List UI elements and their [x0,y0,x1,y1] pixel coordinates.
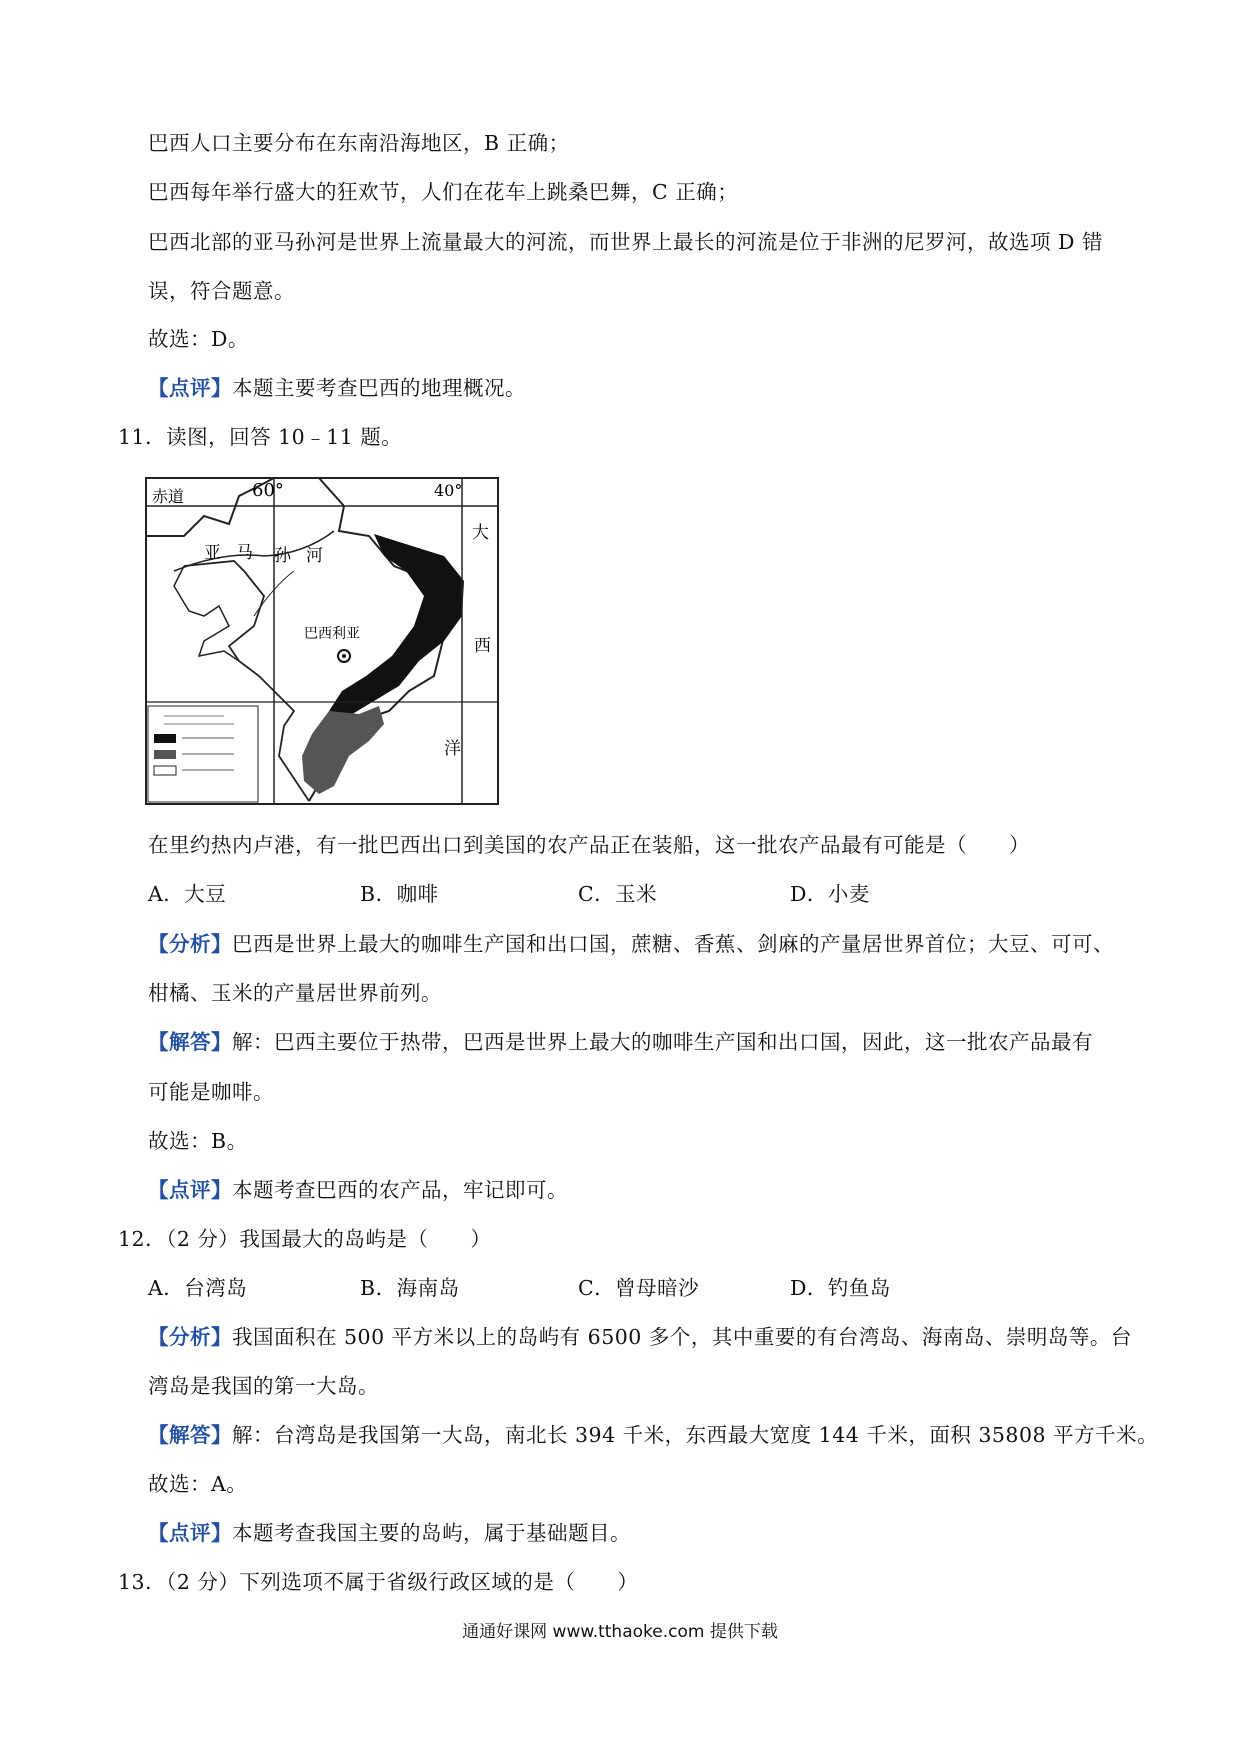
question-11-text: 在里约热内卢港，有一批巴西出口到美国的农产品正在装船，这一批农产品最有可能是（ ） [148,833,1030,857]
choice-line: 故选：A。 [148,1472,248,1496]
answer-tag: 【解答】 [148,1030,232,1054]
river-char: 马 [236,543,253,563]
analysis-text: 巴西是世界上最大的咖啡生产国和出口国，蔗糖、香蕉、剑麻的产量居世界首位；大豆、可可、 [232,932,1114,956]
option-d: D．小麦 [790,882,870,906]
river-char: 亚 [204,543,221,563]
brazil-map [144,476,502,808]
ocean-char: 大 [472,523,489,543]
option-a: A．大豆 [148,882,227,906]
ocean-char: 西 [474,636,491,656]
river-char: 孙 [274,546,291,566]
question-number: 13． [118,1570,167,1594]
answer-line [148,1422,1158,1448]
choice-line: 故选：D。 [148,327,249,351]
comment-text: 本题考查我国主要的岛屿，属于基础题目。 [232,1521,631,1545]
analysis-tag: 【分析】 [148,1325,232,1349]
option-a: A．台湾岛 [148,1276,248,1300]
question-stem: （2 分）下列选项不属于省级行政区域的是（ ） [166,1570,639,1594]
text-line: 误，符合题意。 [148,279,295,303]
option-b: B．咖啡 [360,882,439,906]
comment-tag: 【点评】 [148,376,232,400]
choice-line: 故选：B。 [148,1129,248,1153]
question-11-stem [118,424,402,450]
question-number: 12． [118,1227,167,1251]
comment-line [148,375,526,401]
ocean-char: 洋 [444,739,461,759]
question-stem: 读图，回答 10﹣11 题。 [166,425,403,449]
lon40-label: 40° [434,481,463,500]
comment-text: 本题考查巴西的农产品，牢记即可。 [232,1178,568,1202]
analysis-line [148,931,1114,957]
text-line: 柑橘、玉米的产量居世界前列。 [148,981,442,1005]
capital-label: 巴西利亚 [304,626,360,642]
option-c: C．玉米 [578,882,658,906]
lon60-label: 60° [252,480,284,501]
river-char: 河 [306,546,323,566]
analysis-text: 我国面积在 500 平方米以上的岛屿有 6500 多个，其中重要的有台湾岛、海南岛、崇明岛等。台 [232,1325,1132,1349]
text-line: 湾岛是我国的第一大岛。 [148,1374,379,1398]
question-12-stem [118,1226,491,1252]
option-b: B．海南岛 [360,1276,460,1300]
option-c: C．曾母暗沙 [578,1276,700,1300]
analysis-tag: 【分析】 [148,932,232,956]
comment-line [148,1177,568,1203]
text-line: 巴西每年举行盛大的狂欢节，人们在花车上跳桑巴舞，C 正确； [148,180,739,204]
equator-label: 赤道 [152,487,185,506]
text-line: 可能是咖啡。 [148,1080,274,1104]
analysis-line [148,1324,1132,1350]
answer-text: 解：台湾岛是我国第一大岛，南北长 394 千米，东西最大宽度 144 千米，面积 35808 平方千米。 [232,1423,1159,1447]
comment-tag: 【点评】 [148,1521,232,1545]
question-number: 11． [118,425,167,449]
answer-tag: 【解答】 [148,1423,232,1447]
answer-line [148,1029,1093,1055]
answer-text: 解：巴西主要位于热带，巴西是世界上最大的咖啡生产国和出口国，因此，这一批农产品最有 [232,1030,1093,1054]
question-13-stem [118,1569,638,1595]
question-stem: （2 分）我国最大的岛屿是（ ） [166,1227,492,1251]
option-d: D．钓鱼岛 [790,1276,891,1300]
page-footer: 通通好课网 www.tthaoke.com 提供下载 [462,1622,778,1642]
text-line: 巴西北部的亚马孙河是世界上流量最大的河流，而世界上最长的河流是位于非洲的尼罗河，故选项 D 错 [148,230,1103,254]
text-line: 巴西人口主要分布在东南沿海地区，B 正确； [148,131,570,155]
comment-text: 本题主要考查巴西的地理概况。 [232,376,526,400]
comment-line [148,1520,631,1546]
comment-tag: 【点评】 [148,1178,232,1202]
